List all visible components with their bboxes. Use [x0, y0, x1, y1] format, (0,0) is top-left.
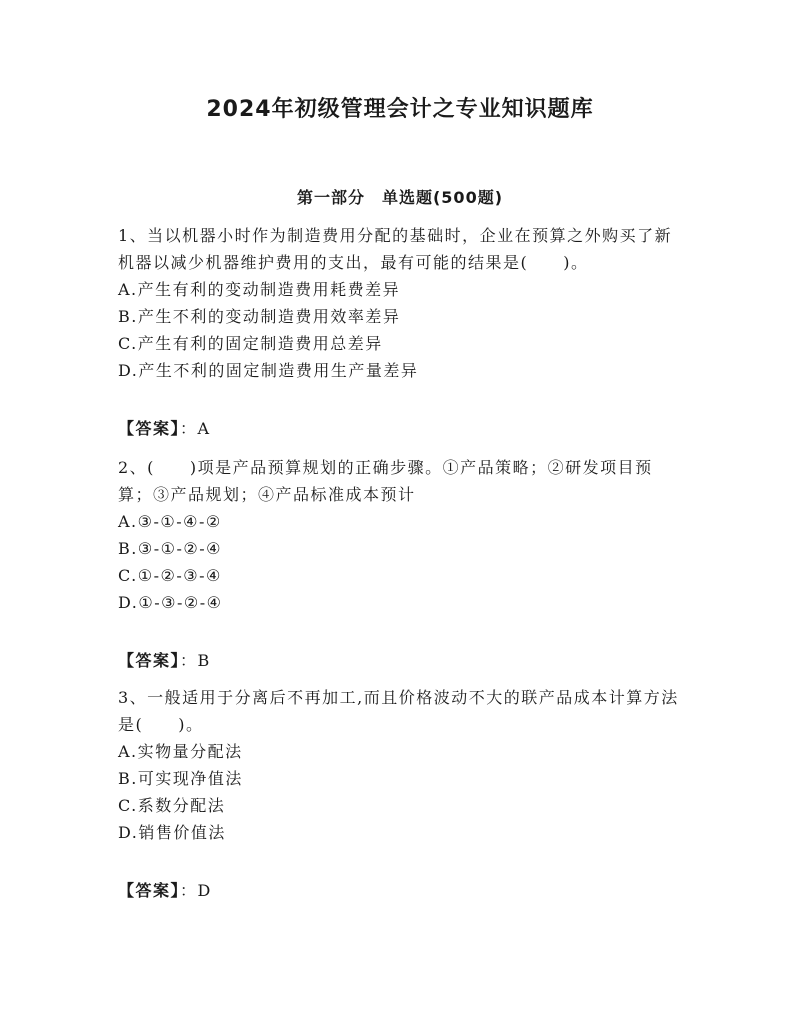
answer-separator: ： [180, 651, 198, 670]
option-a: A.实物量分配法 [118, 742, 243, 761]
question-3 [118, 684, 683, 846]
option-b: B.可实现净值法 [118, 769, 243, 788]
question-1 [118, 222, 683, 384]
option-c: C.产生有利的固定制造费用总差异 [118, 334, 383, 353]
question-2 [118, 454, 683, 616]
document-title: 2024年初级管理会计之专业知识题库 [206, 97, 594, 122]
answer-2 [118, 648, 211, 671]
answer-separator: ： [180, 881, 198, 900]
answer-value: D [197, 881, 212, 900]
option-d: D.产生不利的固定制造费用生产量差异 [118, 361, 419, 380]
answer-separator: ： [180, 419, 198, 438]
option-b: B.产生不利的变动制造费用效率差异 [118, 307, 401, 326]
option-c: C.系数分配法 [118, 796, 226, 815]
answer-value: B [197, 651, 211, 670]
answer-label: 【答案】 [118, 881, 181, 900]
option-a: A.③-①-④-② [118, 512, 222, 531]
option-b: B.③-①-②-④ [118, 539, 222, 558]
question-stem: 1、当以机器小时作为制造费用分配的基础时，企业在预算之外购买了新机器以减少机器维护费用的支出，最有可能的结果是( )。 [118, 226, 673, 272]
option-a: A.产生有利的变动制造费用耗费差异 [118, 280, 401, 299]
answer-label: 【答案】 [118, 419, 181, 438]
answer-1 [118, 416, 211, 439]
answer-3 [118, 878, 212, 901]
answer-value: A [197, 419, 211, 438]
answer-label: 【答案】 [118, 651, 181, 670]
option-d: D.①-③-②-④ [118, 593, 223, 612]
section-title: 第一部分 单选题(500题) [296, 188, 504, 207]
option-c: C.①-②-③-④ [118, 566, 222, 585]
option-d: D.销售价值法 [118, 823, 226, 842]
question-stem: 2、( )项是产品预算规划的正确步骤。①产品策略；②研发项目预算；③产品规划；④产品标准成本预计 [118, 458, 653, 504]
question-stem: 3、一般适用于分离后不再加工,而且价格波动不大的联产品成本计算方法是( )。 [118, 688, 679, 734]
